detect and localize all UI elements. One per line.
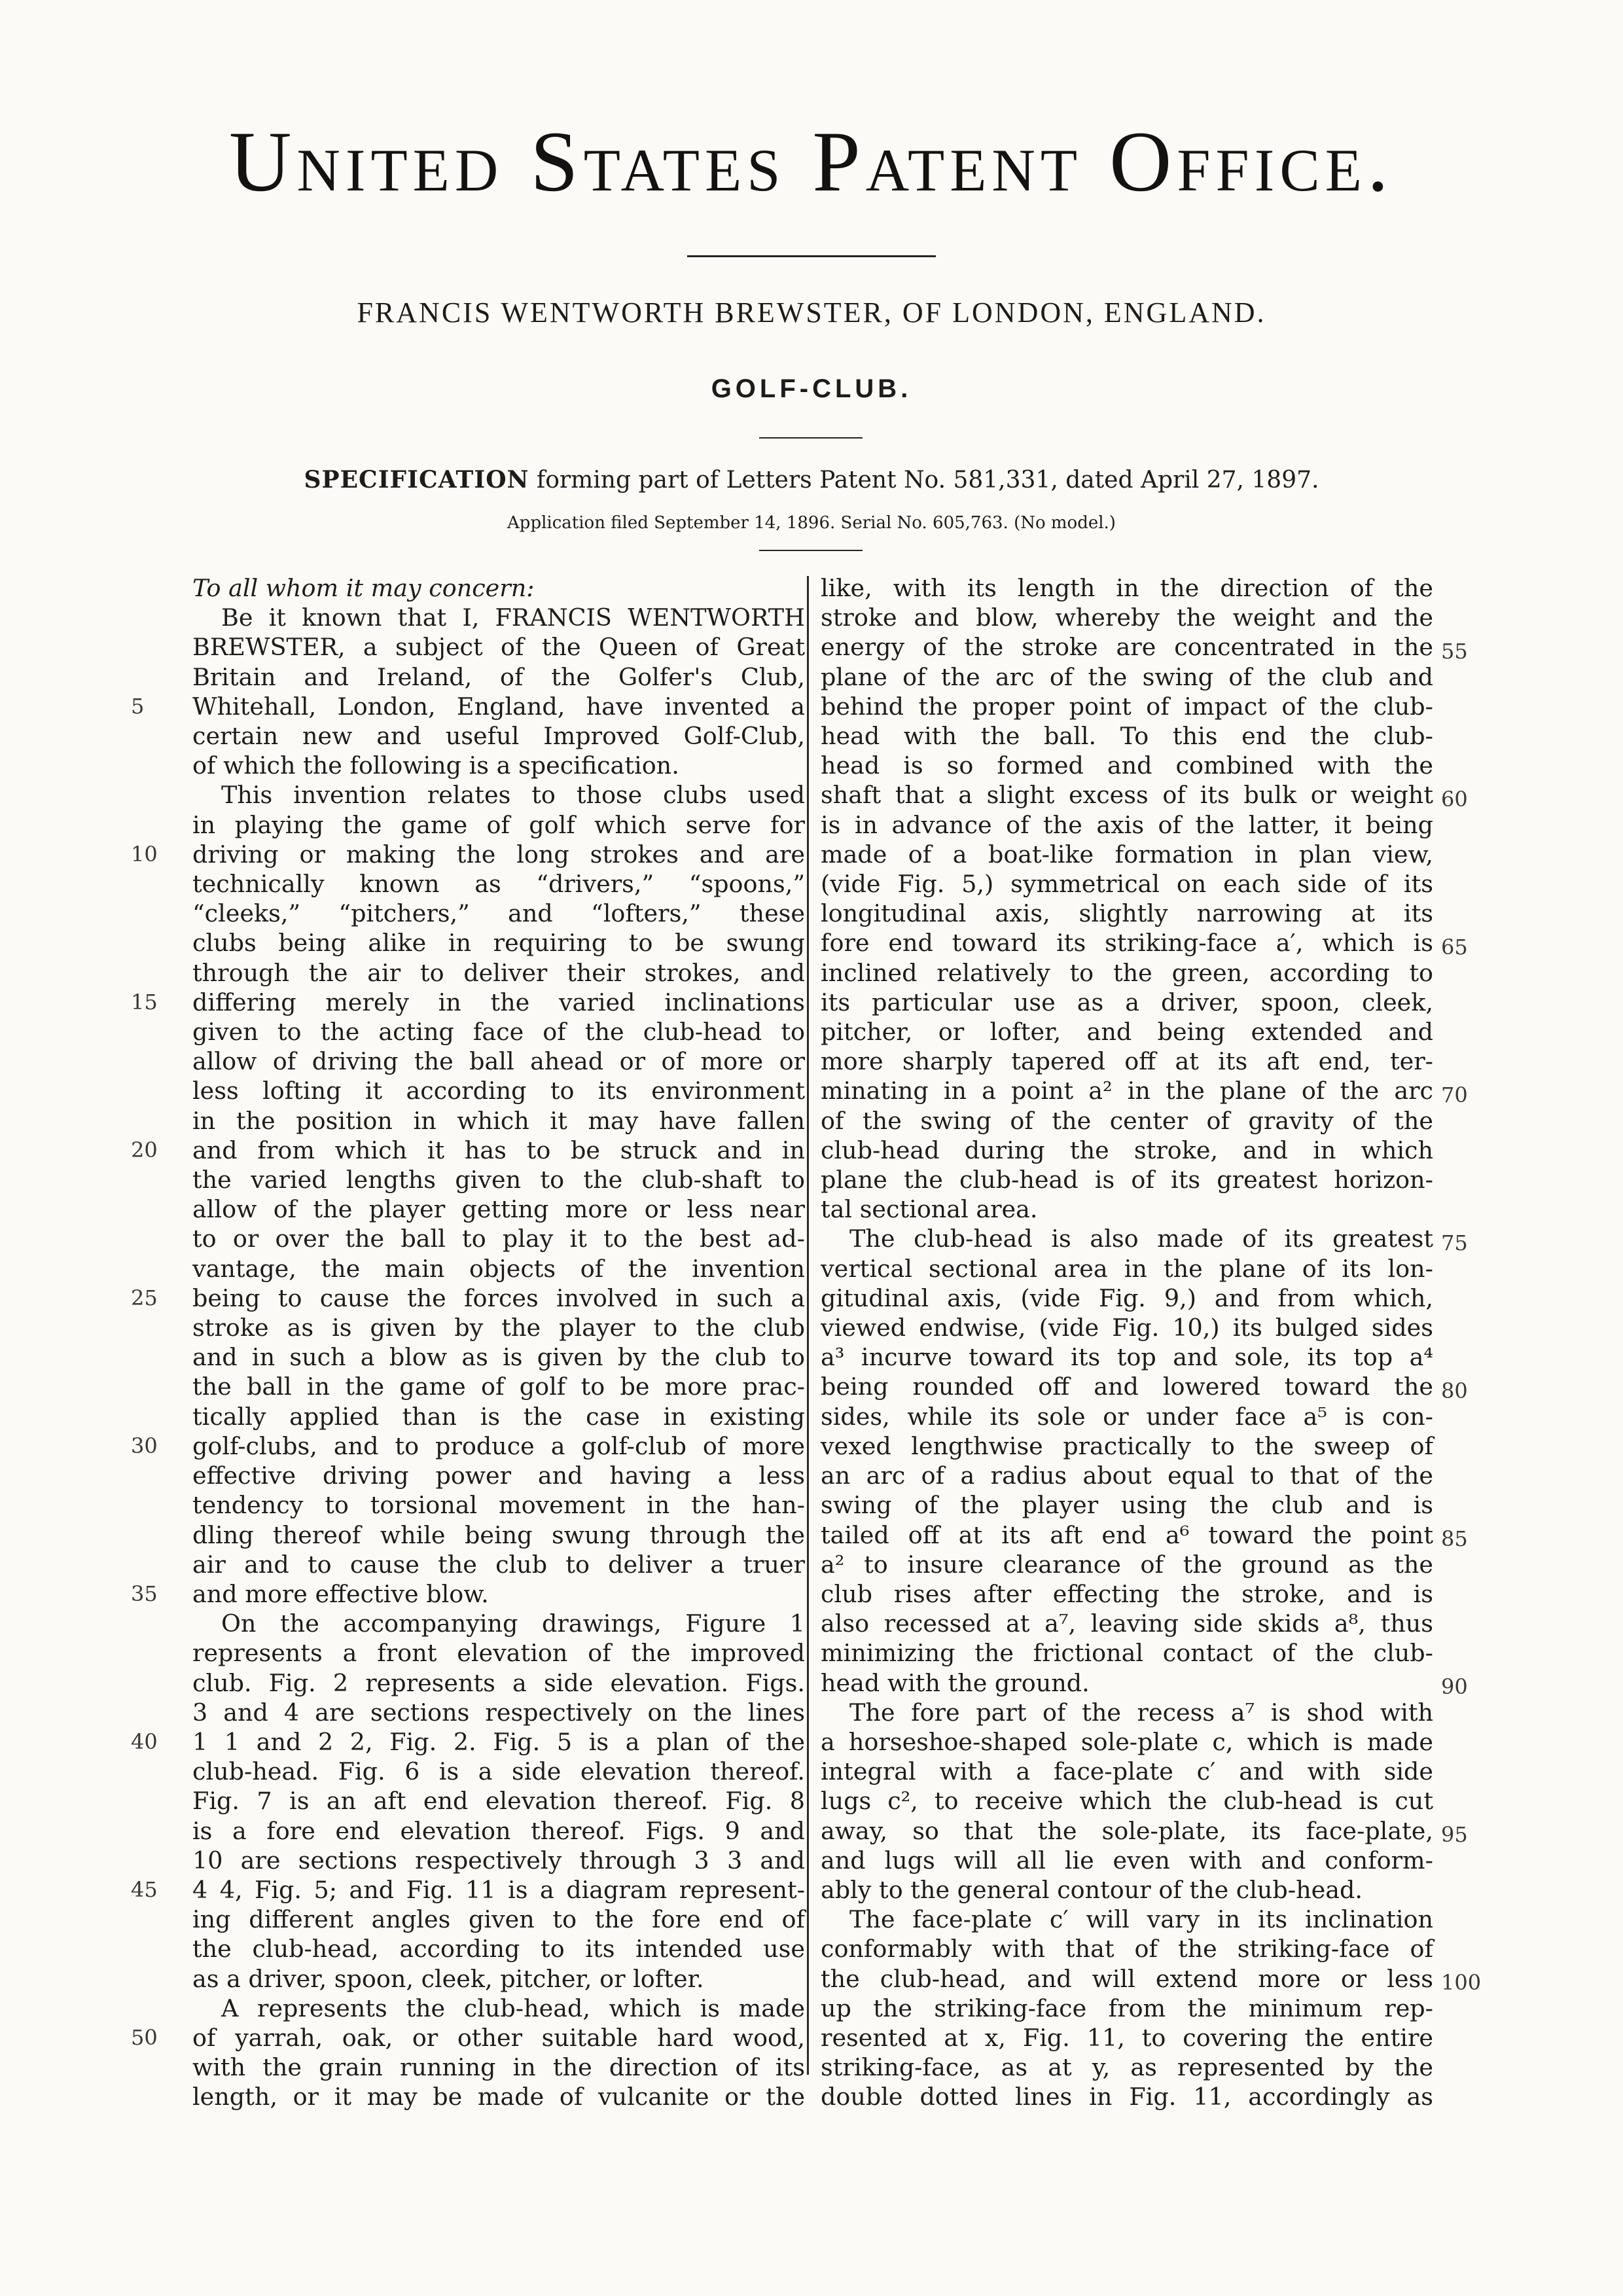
text-line: “cleeks,” “pitchers,” and “lofters,” these [192,899,805,928]
text-line: gitudinal axis, (vide Fig. 9,) and from which, [821,1283,1433,1312]
text-line: longitudinal axis, slightly narrowing at its [821,899,1433,928]
text-line: plane of the arc of the swing of the club and [821,662,1433,691]
text-line: away, so that the sole-plate, its face-plate, [821,1816,1433,1845]
line-number: 55 [1441,639,1468,664]
specification-text: forming part of Letters Patent No. 581,331, dated April 27, 1897. [529,467,1319,493]
text-line: less lofting it according to its environment [192,1077,805,1105]
application-line: Application filed September 14, 1896. Serial No. 605,763. (No model.) [507,513,1116,533]
text-line: (vide Fig. 5,) symmetrical on each side of its [821,870,1433,899]
text-line: in playing the game of golf which serve for [192,810,805,839]
text-line: Fig. 7 is an aft end elevation thereof. Fig. 8 [192,1787,805,1816]
line-number: 100 [1441,1970,1482,1995]
text-line: On the accompanying drawings, Figure 1 [221,1609,805,1638]
subject-title: GOLF-CLUB. [711,374,912,403]
text-line: club-head. Fig. 6 is a side elevation thereof. [192,1757,805,1786]
line-number: 30 [131,1433,158,1458]
text-line: behind the proper point of impact of the club- [821,692,1433,721]
subject-rule [759,437,863,439]
text-line: BREWSTER, a subject of the Queen of Great [192,633,805,662]
text-line: allow of the player getting more or less near [192,1195,805,1224]
line-number: 90 [1441,1674,1468,1699]
text-line: shaft that a slight excess of its bulk or weight [821,781,1433,810]
left-column [192,573,805,2112]
text-line: its particular use as a driver, spoon, cleek, [821,988,1433,1016]
text-line: more sharply tapered off at its aft end, ter- [821,1047,1433,1076]
text-line: inclined relatively to the green, according to [821,958,1433,987]
text-line: length, or it may be made of vulcanite or the [192,2083,805,2111]
text-line: of which the following is a specification. [192,751,679,780]
text-line: the varied lengths given to the club-shaft to [192,1166,805,1194]
inventor-line: FRANCIS WENTWORTH BREWSTER, OF LONDON, ENGLAND. [357,296,1266,329]
text-line: clubs being alike in requiring to be swung [192,929,805,958]
text-line: of yarrah, oak, or other suitable hard wood, [192,2023,805,2052]
line-number: 35 [131,1581,158,1606]
line-number: 75 [1441,1230,1468,1255]
application-rule [759,550,863,551]
text-line: golf-clubs, and to produce a golf-club of more [192,1431,805,1460]
text-line: swing of the player using the club and is [821,1491,1433,1520]
text-line: being rounded off and lowered toward the [821,1372,1433,1401]
text-line: stroke and blow, whereby the weight and the [821,603,1433,632]
text-line: club rises after effecting the stroke, and is [821,1579,1433,1608]
text-line: The club-head is also made of its greatest [849,1225,1433,1253]
text-line: tendency to torsional movement in the han- [192,1491,805,1520]
line-number: 70 [1441,1083,1468,1107]
text-line: allow of driving the ball ahead or of more or [192,1047,805,1076]
text-line: through the air to deliver their strokes, and [192,958,805,987]
text-line: given to the acting face of the club-head to [192,1018,805,1047]
title-rule [687,255,936,257]
text-line: vertical sectional area in the plane of its lon- [821,1254,1433,1283]
text-line: like, with its length in the direction of the [821,574,1433,602]
text-line: to or over the ball to play it to the best ad- [192,1225,805,1253]
text-line: tal sectional area. [821,1195,1038,1224]
text-line: certain new and useful Improved Golf-Club, [192,722,805,751]
text-line: sides, while its sole or under face a⁵ is con- [821,1402,1433,1431]
text-line: also recessed at a⁷, leaving side skids a⁸, thus [821,1609,1433,1638]
text-line: head with the ground. [821,1668,1090,1697]
text-line: ably to the general contour of the club-head. [821,1875,1363,1904]
text-line: tailed off at its aft end a⁶ toward the point [821,1520,1433,1549]
text-line: and lugs will all lie even with and conform- [821,1846,1433,1874]
text-line: double dotted lines in Fig. 11, accordingly as [821,2083,1433,2111]
text-line: is in advance of the axis of the latter, it being [821,810,1433,839]
text-line: 4 4, Fig. 5; and Fig. 11 is a diagram represent- [192,1875,805,1904]
text-line: differing merely in the varied inclinations [192,988,805,1016]
text-line: dling thereof while being swung through the [192,1520,805,1549]
text-line: The face-plate c′ will vary in its inclination [849,1905,1433,1934]
text-line: in the position in which it may have fallen [192,1106,805,1135]
text-line: a³ incurve toward its top and sole, its top a⁴ [821,1343,1433,1372]
text-line: striking-face, as at y, as represented by the [821,2053,1433,2082]
line-number: 85 [1441,1526,1468,1551]
text-line: club. Fig. 2 represents a side elevation. Figs. [192,1668,805,1697]
text-line: head is so formed and combined with the [821,751,1433,780]
text-line: plane the club-head is of its greatest horizon- [821,1166,1433,1194]
line-number: 25 [131,1285,158,1310]
text-line: conformably with that of the striking-face of [821,1935,1433,1964]
text-line: the club-head, according to its intended use [192,1935,805,1964]
text-line: The fore part of the recess a⁷ is shod with [849,1698,1433,1727]
text-line: air and to cause the club to deliver a truer [192,1550,805,1579]
text-line: effective driving power and having a less [192,1462,805,1490]
text-line: Whitehall, London, England, have invented a [192,692,805,721]
text-line: a² to insure clearance of the ground as the [821,1550,1433,1579]
text-line: A represents the club-head, which is made [221,1994,805,2022]
line-number: 65 [1441,935,1468,960]
text-line: stroke as is given by the player to the club [192,1314,805,1342]
text-line: and from which it has to be struck and in [192,1136,805,1164]
text-line: Be it known that I, FRANCIS WENTWORTH [221,603,805,632]
text-line: resented at x, Fig. 11, to covering the entire [821,2023,1433,2052]
line-number: 20 [131,1138,158,1162]
text-line: 3 and 4 are sections respectively on the lines [192,1698,805,1727]
text-line: a horseshoe-shaped sole-plate c, which is made [821,1727,1433,1756]
text-line: This invention relates to those clubs used [221,781,805,810]
line-number: 10 [131,842,158,867]
text-line: energy of the stroke are concentrated in the [821,633,1433,662]
line-number: 45 [131,1877,158,1902]
specification-label: SPECIFICATION [304,466,529,493]
text-line: driving or making the long strokes and are [192,840,805,869]
line-number: 80 [1441,1378,1468,1403]
text-line: fore end toward its striking-face a′, which is [821,929,1433,958]
text-line: made of a boat-like formation in plan view, [821,840,1433,869]
text-line: up the striking-face from the minimum rep- [821,1994,1433,2022]
text-line: 1 1 and 2 2, Fig. 2. Fig. 5 is a plan of the [192,1727,805,1756]
text-line: being to cause the forces involved in such a [192,1283,805,1312]
text-line: viewed endwise, (vide Fig. 10,) its bulged sides [821,1314,1433,1342]
office-title: United States Patent Office. [229,113,1394,209]
text-line: is a fore end elevation thereof. Figs. 9 and [192,1816,805,1845]
text-line: of the swing of the center of gravity of the [821,1106,1433,1135]
salutation: To all whom it may concern: [192,574,535,602]
text-line: vantage, the main objects of the invention [192,1254,805,1283]
text-line: lugs c², to receive which the club-head is cut [821,1787,1433,1816]
text-line: head with the ball. To this end the club- [821,722,1433,751]
text-line: an arc of a radius about equal to that of the [821,1462,1433,1490]
line-number: 50 [131,2025,158,2050]
text-line: minimizing the frictional contact of the club- [821,1639,1433,1668]
line-number: 15 [131,990,158,1014]
text-line: and in such a blow as is given by the club to [192,1343,805,1372]
text-line: minating in a point a² in the plane of the arc [821,1077,1433,1105]
specification-line [0,466,1623,493]
text-line: with the grain running in the direction of its [192,2053,805,2082]
text-line: vexed lengthwise practically to the sweep of [821,1431,1433,1460]
text-line: club-head during the stroke, and in which [821,1136,1433,1164]
line-number: 95 [1441,1822,1468,1847]
text-line: technically known as “drivers,” “spoons,” [192,870,805,899]
column-divider [807,576,809,2075]
text-line: the ball in the game of golf to be more prac- [192,1372,805,1401]
text-line: represents a front elevation of the improved [192,1639,805,1668]
line-number: 60 [1441,787,1468,812]
line-number: 5 [131,694,145,719]
right-column [821,573,1433,2112]
text-line: tically applied than is the case in existing [192,1402,805,1431]
text-line: 10 are sections respectively through 3 3 and [192,1846,805,1874]
text-line: and more effective blow. [192,1579,489,1608]
line-number: 40 [131,1729,158,1754]
text-line: the club-head, and will extend more or less [821,1964,1433,1993]
text-line: pitcher, or lofter, and being extended and [821,1018,1433,1047]
text-line: as a driver, spoon, cleek, pitcher, or lofter. [192,1964,704,1993]
text-line: ing different angles given to the fore end of [192,1905,805,1934]
text-line: Britain and Ireland, of the Golfer's Club, [192,662,805,691]
text-line: integral with a face-plate c′ and with side [821,1757,1433,1786]
